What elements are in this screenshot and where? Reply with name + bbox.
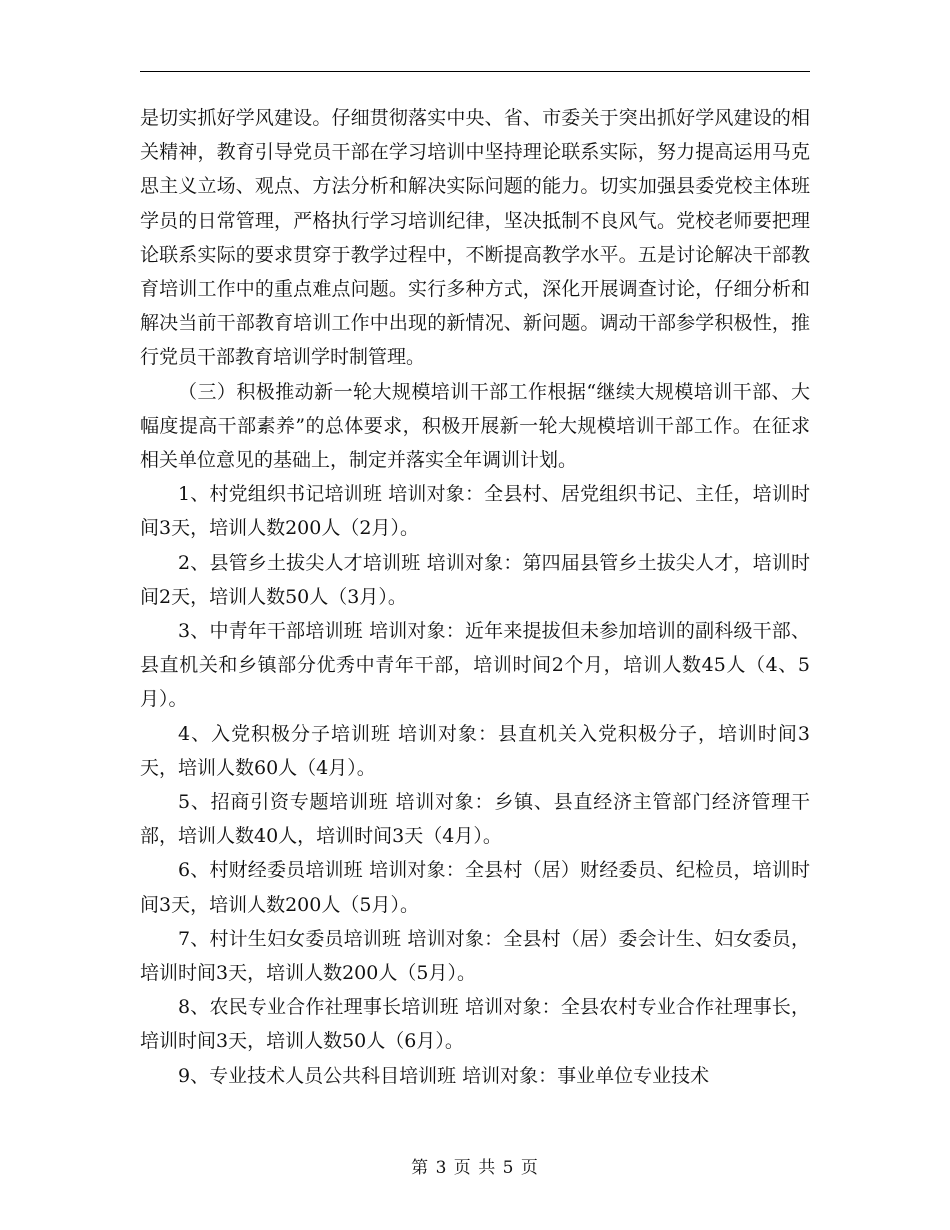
document-body xyxy=(140,101,810,1093)
paragraph-1: 是切实抓好学风建设。仔细贯彻落实中央、省、市委关于突出抓好学风建设的相关精神，教育引导党员干部在学习培训中坚持理论联系实际，努力提高运用马克思主义立场、观点、方法分析和解决实际问题的能力。切实加强县委党校主体班学员的日常管理，严格执行学习培训纪律，坚决抵制不良风气。党校老师要把理论联系实际的要求贯穿于教学过程中，不断提高教学水平。五是讨论解决干部教育培训工作中的重点难点问题。实行多种方式，深化开展调查讨论，仔细分析和解决当前干部教育培训工作中出现的新情况、新问题。调动干部参学积极性，推行党员干部教育培训学时制管理。 xyxy=(140,107,810,369)
list-item-8: 8、农民专业合作社理事长培训班 培训对象：全县农村专业合作社理事长，培训时间3天，培训人数50人（6月）。 xyxy=(140,996,810,1053)
list-item-5: 5、招商引资专题培训班 培训对象：乡镇、县直经济主管部门经济管理干部，培训人数40人，培训时间3天（4月）。 xyxy=(140,791,810,848)
page-number-footer: 第 3 页 共 5 页 xyxy=(411,1158,539,1178)
list-item-6: 6、村财经委员培训班 培训对象：全县村（居）财经委员、纪检员，培训时间3天，培训人数200人（5月）。 xyxy=(140,859,810,916)
list-item-4: 4、入党积极分子培训班 培训对象：县直机关入党积极分子，培训时间3天，培训人数60人（4月）。 xyxy=(140,722,810,779)
list-item-2: 2、县管乡土拔尖人才培训班 培训对象：第四届县管乡土拔尖人才，培训时间2天，培训人数50人（3月）。 xyxy=(140,551,810,608)
list-item-1: 1、村党组织书记培训班 培训对象：全县村、居党组织书记、主任，培训时间3天，培训人数200人（2月）。 xyxy=(140,483,810,540)
paragraph-section-3: （三）积极推动新一轮大规模培训干部工作根据“继续大规模培训干部、大幅度提高干部素养”的总体要求，积极开展新一轮大规模培训干部工作。在征求相关单位意见的基础上，制定并落实全年调训计划。 xyxy=(140,380,810,472)
list-item-3: 3、中青年干部培训班 培训对象：近年来提拔但未参加培训的副科级干部、县直机关和乡镇部分优秀中青年干部，培训时间2个月，培训人数45人（4、5月）。 xyxy=(140,620,810,711)
header-rule xyxy=(140,71,810,72)
list-item-7: 7、村计生妇女委员培训班 培训对象：全县村（居）委会计生、妇女委员，培训时间3天，培训人数200人（5月）。 xyxy=(140,927,810,985)
list-item-9: 9、专业技术人员公共科目培训班 培训对象：事业单位专业技术 xyxy=(178,1064,710,1087)
